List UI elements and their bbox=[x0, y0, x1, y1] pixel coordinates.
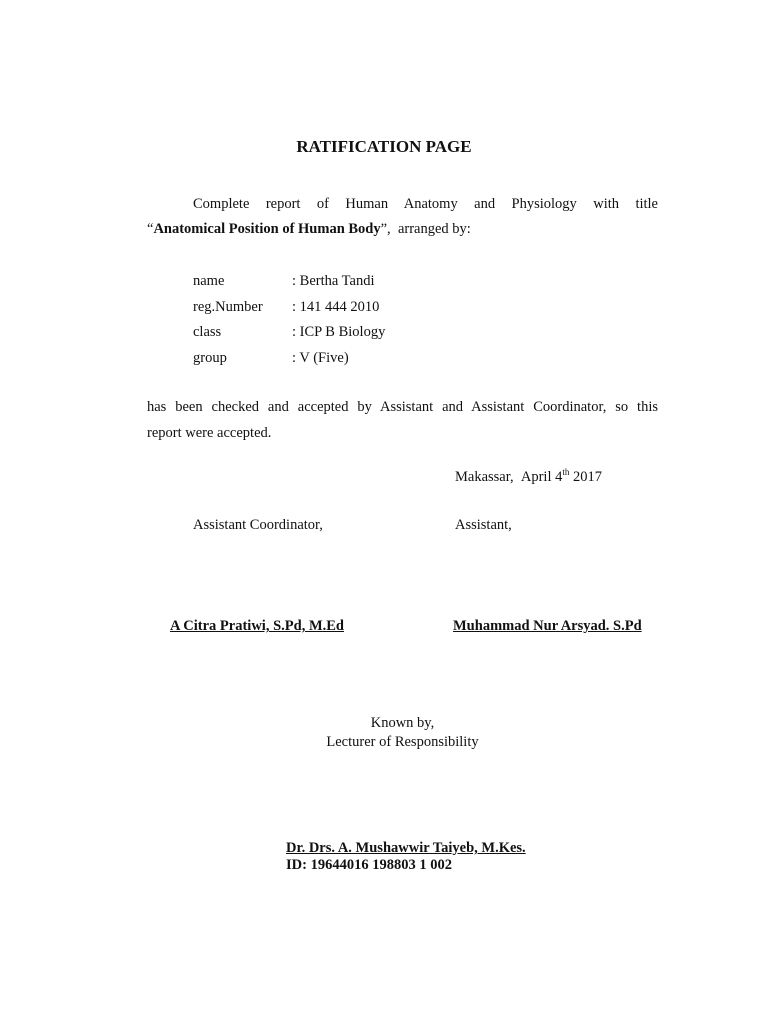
known-by-label: Known by, bbox=[370, 715, 435, 731]
coordinator-label: Assistant Coordinator, bbox=[193, 517, 323, 533]
field-label-reg-number: reg.Number bbox=[193, 299, 263, 315]
assistant-label: Assistant, bbox=[455, 517, 512, 533]
field-label-class: class bbox=[193, 324, 222, 340]
date-year: 2017 bbox=[572, 468, 602, 485]
date-place: Makassar, bbox=[455, 468, 514, 485]
acceptance-line-1: has been checked and accepted by Assistant and Assistant Coordinator, so this bbox=[147, 399, 658, 415]
date-line bbox=[455, 467, 602, 486]
page-title: RATIFICATION PAGE bbox=[296, 137, 472, 156]
date-month-day: April 4 bbox=[520, 468, 563, 485]
acceptance-line-2: report were accepted. bbox=[147, 425, 272, 441]
lecturer-name: Dr. Drs. A. Mushawwir Taiyeb, M.Kes. bbox=[286, 840, 526, 856]
report-title: Anatomical Position of Human Body bbox=[153, 221, 381, 237]
intro-line-1 bbox=[147, 196, 658, 213]
field-value-class: : ICP B Biology bbox=[292, 324, 386, 340]
date-suffix: th bbox=[562, 467, 570, 477]
field-value-name: : Bertha Tandi bbox=[292, 273, 375, 289]
field-label-group: group bbox=[193, 350, 227, 366]
arranged-by: arranged by: bbox=[397, 221, 471, 237]
field-value-group: : V (Five) bbox=[292, 350, 349, 366]
assistant-name: Muhammad Nur Arsyad. S.Pd bbox=[453, 618, 642, 634]
field-value-reg-number: : 141 444 2010 bbox=[292, 299, 380, 315]
coordinator-name: A Citra Pratiwi, S.Pd, M.Ed bbox=[170, 618, 344, 634]
intro-text: Complete report of Human Anatomy and Physiology with title bbox=[193, 196, 658, 212]
lecturer-role: Lecturer of Responsibility bbox=[326, 734, 479, 750]
lecturer-id: ID: 19644016 198803 1 002 bbox=[286, 857, 452, 873]
open-quote: “ bbox=[147, 221, 154, 237]
close-quote: ”, bbox=[380, 221, 391, 237]
field-label-name: name bbox=[193, 273, 225, 289]
intro-line-2 bbox=[147, 221, 471, 238]
